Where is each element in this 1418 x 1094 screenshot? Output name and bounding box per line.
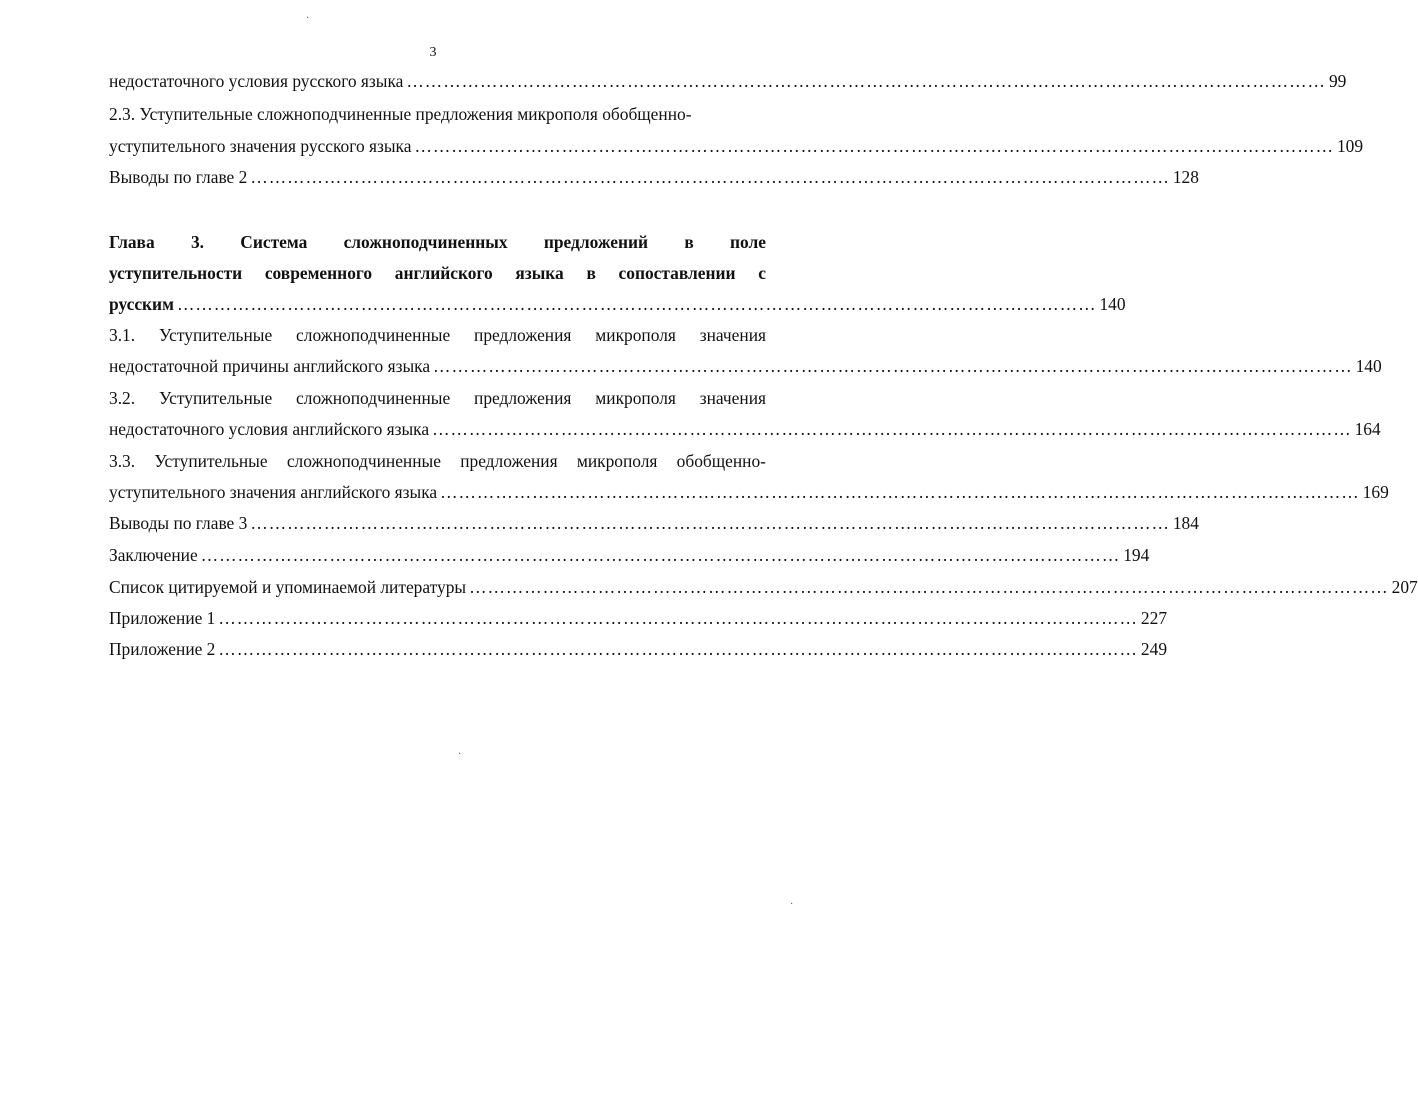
word: сложноподчиненные (296, 388, 451, 408)
toc-entry[interactable] (109, 572, 1418, 602)
word: Система (240, 232, 308, 252)
dot-leader: …………………………………………………………………………………………………………………………………… (218, 639, 1138, 659)
scan-speck: · (790, 899, 794, 910)
toc-page-number: 99 (1328, 71, 1347, 91)
toc-entry-text: Выводы по главе 2 (109, 167, 248, 187)
dot-leader: …………………………………………………………………………………………………………………………………… (176, 294, 1097, 314)
dot-leader: …………………………………………………………………………………………………………………………………… (250, 513, 1170, 533)
word: уступительности (109, 263, 243, 283)
word: обобщенно- (676, 451, 766, 471)
dot-leader: …………………………………………………………………………………………………………………………………… (433, 356, 1353, 376)
word: 3.3. (109, 451, 136, 471)
dot-leader: …………………………………………………………………………………………………………………………………… (414, 136, 1334, 156)
toc-entry[interactable] (109, 603, 1168, 633)
toc-entry[interactable] (109, 540, 1150, 570)
word: значения (699, 325, 766, 345)
chapter-heading-line[interactable] (109, 227, 766, 257)
word: микрополя (595, 325, 676, 345)
word: современного (264, 263, 373, 283)
toc-entry[interactable] (109, 289, 1126, 319)
word: предложений (543, 232, 649, 252)
word: в (586, 263, 596, 283)
word: Уступительные (158, 325, 273, 345)
toc-page-number: 140 (1355, 356, 1382, 376)
toc-page-number: 249 (1140, 639, 1168, 659)
toc-entry[interactable] (109, 351, 1382, 381)
toc-entry-text: Заключение (109, 545, 198, 565)
chapter-heading-line[interactable] (109, 258, 766, 288)
dot-leader: …………………………………………………………………………………………………………………………………… (200, 545, 1121, 565)
toc-page-number: 169 (1362, 482, 1389, 502)
toc-entry[interactable] (109, 131, 1364, 161)
word: поле (730, 232, 766, 252)
word: сложноподчиненные (296, 325, 451, 345)
word: сопоставлении (618, 263, 736, 283)
toc-page-number: 128 (1172, 167, 1199, 187)
word: языка (515, 263, 564, 283)
word: Уступительные (154, 451, 268, 471)
toc-page-number: 109 (1336, 136, 1364, 156)
toc-entry[interactable] (109, 634, 1168, 664)
word: 3.1. (109, 325, 136, 345)
toc-page-number: 207 (1391, 577, 1418, 597)
word: предложения (474, 388, 572, 408)
scan-speck: · (306, 13, 310, 24)
toc-entry-text: недостаточного условия русского языка (109, 71, 404, 91)
toc-entry-text: уступительного значения английского языка (109, 482, 438, 502)
word: Уступительные (158, 388, 273, 408)
word: в (684, 232, 694, 252)
toc-entry-text: недостаточного условия английского языка (109, 419, 430, 439)
toc-entry[interactable] (109, 414, 1381, 444)
scan-speck: · (458, 749, 462, 760)
toc-page-number: 194 (1123, 545, 1150, 565)
dot-leader: …………………………………………………………………………………………………………………………………… (218, 608, 1138, 628)
dot-leader: …………………………………………………………………………………………………………………………………… (440, 482, 1360, 502)
word: микрополя (595, 388, 676, 408)
toc-page-number: 164 (1354, 419, 1381, 439)
dot-leader: …………………………………………………………………………………………………………………………………… (250, 167, 1170, 187)
word: Глава (109, 232, 155, 252)
dot-leader: …………………………………………………………………………………………………………………………………… (469, 577, 1389, 597)
word: микрополя (576, 451, 658, 471)
word: сложноподчиненных (343, 232, 508, 252)
toc-entry-text: Приложение 2 (109, 639, 216, 659)
toc-entry[interactable] (109, 508, 1199, 538)
word: предложения (474, 325, 572, 345)
toc-page-number: 184 (1172, 513, 1199, 533)
toc-entry-heading[interactable] (109, 446, 766, 476)
toc-entry-text: уступительного значения русского языка (109, 136, 412, 156)
word: 3. (190, 232, 204, 252)
toc-entry[interactable] (109, 162, 1199, 192)
toc-page-number: 227 (1140, 608, 1168, 628)
page-number: 3 (429, 45, 437, 60)
toc-entry-text: недостаточной причины английского языка (109, 356, 431, 376)
toc-entry-heading[interactable] (109, 383, 766, 413)
toc-entry-text: русским (109, 294, 174, 314)
dot-leader: …………………………………………………………………………………………………………………………………… (432, 419, 1352, 439)
dot-leader: …………………………………………………………………………………………………………………………………… (406, 71, 1326, 91)
toc-entry[interactable] (109, 477, 1389, 507)
toc-entry-text: Приложение 1 (109, 608, 216, 628)
toc-entry-heading[interactable]: 2.3. Уступительные сложноподчиненные предложения микрополя обобщенно- (109, 104, 692, 124)
word: значения (699, 388, 766, 408)
toc-page-number: 140 (1099, 294, 1126, 314)
word: английского (394, 263, 493, 283)
toc-entry-text: Список цитируемой и упоминаемой литературы (109, 577, 467, 597)
word: предложения (460, 451, 558, 471)
word: сложноподчиненные (286, 451, 441, 471)
toc-entry[interactable] (109, 66, 1347, 96)
toc-entry-heading[interactable] (109, 320, 766, 350)
word: 3.2. (109, 388, 136, 408)
word: с (758, 263, 766, 283)
toc-entry-text: Выводы по главе 3 (109, 513, 248, 533)
